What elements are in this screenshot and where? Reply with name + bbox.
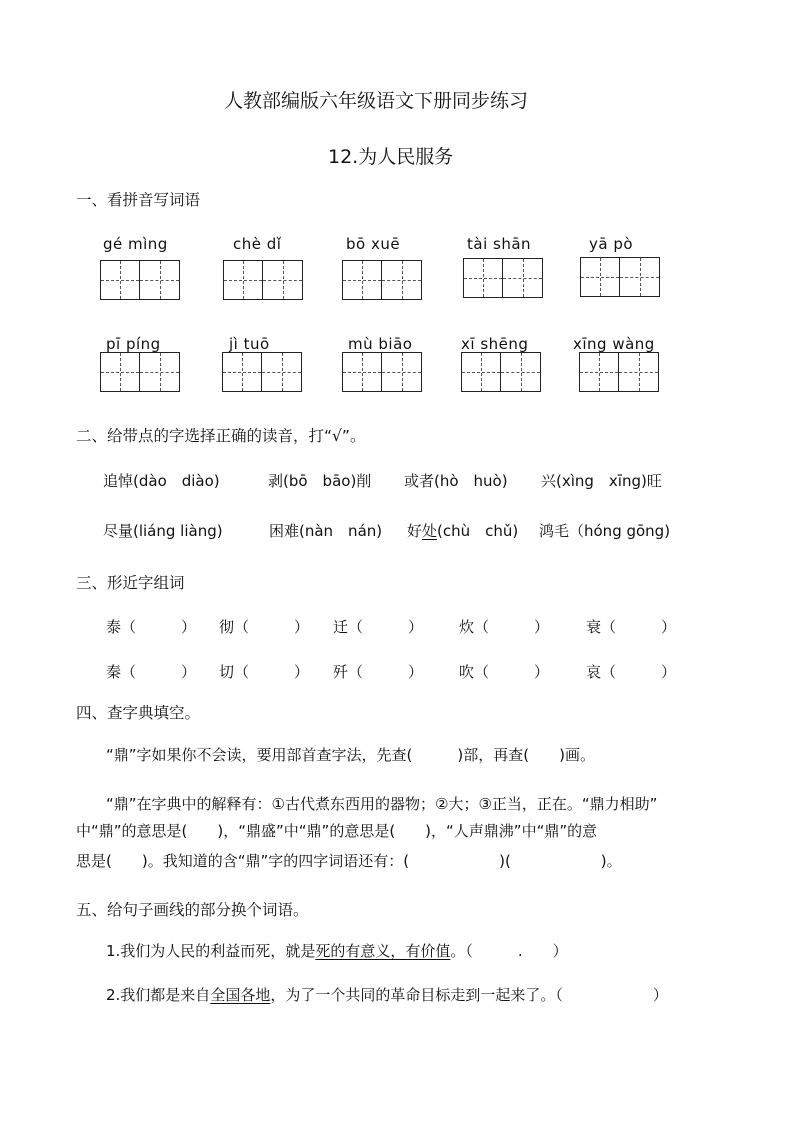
pinyin-label: yā pò: [589, 235, 634, 253]
writing-grid[interactable]: [342, 260, 422, 300]
sentence-text: 1.我们为人民的利益而死，就是: [106, 942, 316, 960]
section4-heading: 四、查字典填空。: [76, 704, 201, 722]
section3-heading: 三、形近字组词: [76, 574, 185, 592]
word-blank[interactable]: 彻（ ）: [219, 618, 310, 636]
section1-heading: 一、看拼音写词语: [76, 191, 201, 209]
word-blank[interactable]: 吹（ ）: [459, 663, 550, 681]
pinyin-label: jì tuō: [229, 335, 270, 353]
writing-grid[interactable]: [342, 352, 422, 392]
section2-heading: 二、给带点的字选择正确的读音，打“√”。: [76, 427, 366, 445]
word-blank[interactable]: 歼（ ）: [333, 663, 424, 681]
dotted-character: 处: [422, 522, 438, 540]
answer-blank[interactable]: 。（ . ）: [450, 942, 568, 960]
pinyin-label: xīng wàng: [573, 335, 655, 353]
pinyin-label: chè dǐ: [233, 235, 282, 253]
pinyin-label: tài shān: [467, 235, 532, 253]
pinyin-label: mù biāo: [348, 335, 413, 353]
pronunciation-choice[interactable]: 兴(xìng xīng)旺: [541, 472, 662, 490]
underlined-phrase: 全国各地: [210, 986, 271, 1004]
sentence-text: 2.我们都是来自: [106, 986, 211, 1004]
choice-prefix: 好: [407, 522, 423, 540]
word-blank[interactable]: 衰（ ）: [586, 618, 677, 636]
pronunciation-choice[interactable]: 或者(hò huò): [404, 472, 508, 490]
dictionary-paragraph-line[interactable]: 中“鼎”的意思是( )，“鼎盛”中“鼎”的意思是( )，“人声鼎沸”中“鼎”的意: [76, 822, 598, 840]
page-title: 人教部编版六年级语文下册同步练习: [224, 90, 529, 112]
word-blank[interactable]: 炊（ ）: [459, 618, 550, 636]
page-subtitle: 12.为人民服务: [328, 146, 454, 168]
word-blank[interactable]: 哀（ ）: [586, 663, 677, 681]
pinyin-label: gé mìng: [103, 235, 168, 253]
answer-blank[interactable]: ，为了一个共同的革命目标走到一起来了。（ ）: [270, 986, 668, 1004]
writing-grid[interactable]: [100, 260, 180, 300]
sentence-question-1[interactable]: [106, 940, 568, 961]
section5-heading: 五、给句子画线的部分换个词语。: [76, 901, 309, 919]
pronunciation-choice[interactable]: 尽量(liáng liàng): [103, 522, 223, 540]
word-blank[interactable]: 迁（ ）: [333, 618, 424, 636]
writing-grid[interactable]: [223, 260, 303, 300]
pronunciation-choice[interactable]: 剥(bō bāo)削: [268, 472, 372, 490]
writing-grid[interactable]: [222, 352, 302, 392]
pinyin-label: pī píng: [106, 335, 161, 353]
pronunciation-choice[interactable]: 鸿毛（hóng gōng): [539, 522, 671, 540]
dictionary-paragraph-line[interactable]: 思是( )。我知道的含“鼎”字的四字词语还有：( )( )。: [76, 852, 622, 870]
writing-grid[interactable]: [100, 352, 180, 392]
word-blank[interactable]: 切（ ）: [219, 663, 310, 681]
writing-grid[interactable]: [463, 258, 543, 298]
dictionary-question[interactable]: “鼎”字如果你不会读，要用部首查字法，先查( )部，再查( )画。: [106, 746, 595, 764]
writing-grid[interactable]: [579, 352, 659, 392]
pinyin-label: bō xuē: [346, 235, 401, 253]
dictionary-paragraph-line: “鼎”在字典中的解释有：①古代煮东西用的器物；②大；③正当，正在。“鼎力相助”: [106, 795, 658, 813]
word-blank[interactable]: 秦（ ）: [106, 663, 197, 681]
pronunciation-choice[interactable]: 困难(nàn nán): [269, 522, 383, 540]
pronunciation-choice[interactable]: [407, 520, 518, 541]
sentence-question-2[interactable]: [106, 984, 668, 1005]
pronunciation-choice[interactable]: 追悼(dào diào): [103, 472, 220, 490]
pinyin-label: xī shēng: [461, 335, 529, 353]
underlined-phrase: 死的有意义，有价值: [315, 942, 451, 960]
word-blank[interactable]: 泰（ ）: [106, 618, 197, 636]
writing-grid[interactable]: [461, 352, 541, 392]
choice-options: (chù chǔ): [437, 522, 519, 540]
writing-grid[interactable]: [580, 257, 660, 297]
